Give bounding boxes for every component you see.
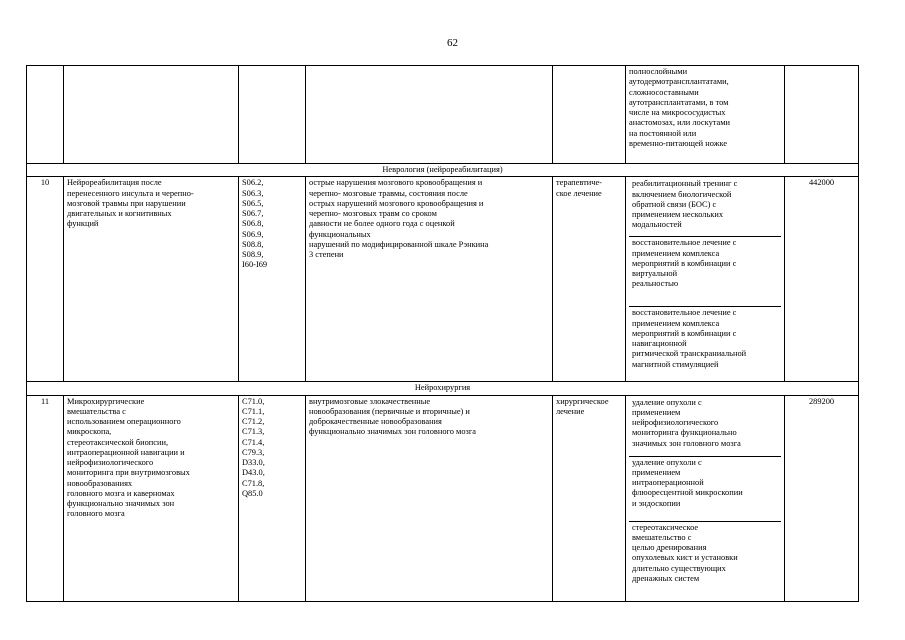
continuation-method-text: полнослойными аутодермотрансплантатами, сложносоставными аутотрансплантатами, в том числе на микрососудистых анастомозах, или лоскутами на постоянной или временно-питающей ножке: [629, 67, 731, 148]
diagnosis-codes-cell: C71.0, C71.1, C71.2, C71.3, C71.4, C79.3, D33.0, D43.0, C71.8, Q85.0: [239, 395, 306, 601]
section-header-neurosurgery: [27, 382, 859, 395]
cost-cell: 442000: [785, 177, 859, 382]
service-name-cell: Микрохирургические вмешательства с использованием операционного микроскопа, стереотаксической биопсии, интраоперационной навигации и нейрофизиологического мониторинга при внутримозговых новообразованиях головного мозга и каверномах функционально значимых зон головного мозга: [64, 395, 239, 601]
treatment-method: стереотаксическое вмешательство с целью дренирования опухолевых кист и установки длительно существующих дренажных систем: [629, 521, 781, 586]
services-table: [26, 65, 859, 602]
treatment-methods-cell: [626, 177, 785, 382]
continuation-number-cell: [27, 66, 64, 164]
continuation-model-cell: [306, 66, 553, 164]
continuation-cost-cell: [785, 66, 859, 164]
treatment-type-cell: терапевтиче- ское лечение: [553, 177, 626, 382]
continuation-method-cell: [626, 66, 785, 164]
page-number: 62: [447, 37, 458, 49]
treatment-method: восстановительное лечение с применением комплекса мероприятий в комбинации с виртуальной реальностью: [629, 236, 781, 306]
treatment-method: восстановительное лечение с применением комплекса мероприятий в комбинации с навигационной ритмической транскраниальной магнитной стимуляцией: [629, 306, 781, 371]
continuation-row: [27, 66, 859, 164]
table-row: [27, 395, 859, 601]
cost-cell: 289200: [785, 395, 859, 601]
section-title: Неврология (нейрореабилитация): [27, 164, 859, 177]
treatment-methods-cell: [626, 395, 785, 601]
treatment-method: удаление опухоли с применением нейрофизиологического мониторинга функционально значимых зон головного мозга: [632, 397, 741, 448]
continuation-name-cell: [64, 66, 239, 164]
treatment-method: удаление опухоли с применением интраоперационной флюоресцентной микроскопии и эндоскопии: [629, 456, 781, 521]
diagnosis-codes-cell: S06.2, S06.3, S06.5, S06.7, S06.8, S06.9, S08.8, S08.9, I60-I69: [239, 177, 306, 382]
section-header-neurology: [27, 164, 859, 177]
service-name-cell: Нейрореабилитация после перенесенного инсульта и черепно- мозговой травмы при нарушении двигательных и когнитивных функций: [64, 177, 239, 382]
patient-model-cell: внутримозговые злокачественные новообразования (первичные и вторичные) и доброкачественные новообразования функционально значимых зон головного мозга: [306, 395, 553, 601]
patient-model-cell: острые нарушения мозгового кровообращения и черепно- мозговые травмы, состояния после острых нарушений мозгового кровообращения и черепно- мозговых травм со сроком давности не более одного года с оценкой функциональных нарушений по модифицированной шкале Рэнкина 3 степени: [306, 177, 553, 382]
row-number: 11: [27, 395, 64, 601]
continuation-codes-cell: [239, 66, 306, 164]
section-title: Нейрохирургия: [27, 382, 859, 395]
continuation-treatment-cell: [553, 66, 626, 164]
treatment-method: реабилитационный тренинг с включением биологической обратной связи (БОС) с применением нескольких модальностей: [632, 179, 738, 230]
treatment-type-cell: хирургическое лечение: [553, 395, 626, 601]
table-row: [27, 177, 859, 382]
row-number: 10: [27, 177, 64, 382]
